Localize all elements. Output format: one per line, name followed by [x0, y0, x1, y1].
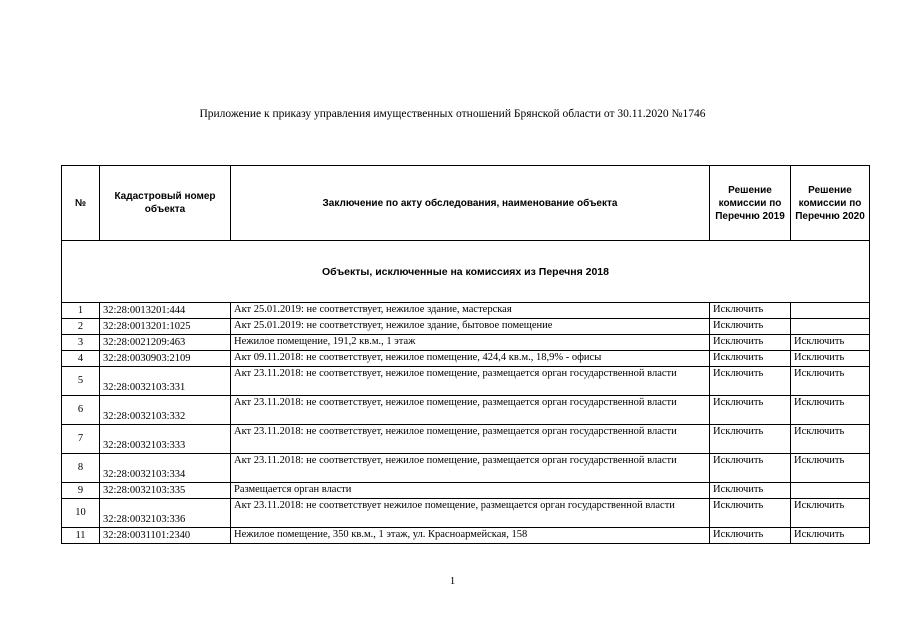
- page-number: 1: [449, 575, 456, 587]
- header-num: №: [62, 166, 100, 241]
- table-row: [62, 335, 870, 351]
- decision-2020: [791, 319, 870, 335]
- row-number: 6: [62, 396, 100, 425]
- decision-2019: Исключить: [710, 454, 791, 483]
- conclusion-text: Акт 25.01.2019: не соответствует, нежилое здание, бытовое помещение: [231, 319, 710, 335]
- decision-2019: Исключить: [710, 319, 791, 335]
- conclusion-text: Акт 09.11.2018: не соответствует, нежилое помещение, 424,4 кв.м., 18,9% - офисы: [231, 351, 710, 367]
- row-number: 1: [62, 303, 100, 319]
- row-number: 9: [62, 483, 100, 499]
- section-title: Объекты, исключенные на комиссиях из Перечня 2018: [62, 241, 870, 303]
- decision-2020: [791, 303, 870, 319]
- conclusion-text: Нежилое помещение, 191,2 кв.м., 1 этаж: [231, 335, 710, 351]
- row-number: 7: [62, 425, 100, 454]
- conclusion-text: Акт 23.11.2018: не соответствует, нежилое помещение, размещается орган государственной власти: [231, 454, 710, 483]
- header-decision-2020: Решение комиссии по Перечню 2020: [791, 166, 870, 241]
- decision-2020: Исключить: [791, 335, 870, 351]
- cadastral-number: 32:28:0030903:2109: [100, 351, 231, 367]
- cadastral-number: 32:28:0031101:2340: [100, 528, 231, 544]
- conclusion-text: Нежилое помещение, 350 кв.м., 1 этаж, ул. Красноармейская, 158: [231, 528, 710, 544]
- row-number: 2: [62, 319, 100, 335]
- decision-2020: Исключить: [791, 528, 870, 544]
- decision-2019: Исключить: [710, 351, 791, 367]
- row-number: 10: [62, 499, 100, 528]
- row-number: 3: [62, 335, 100, 351]
- cadastral-number: 32:28:0032103:334: [100, 454, 231, 483]
- conclusion-text: Размещается орган власти: [231, 483, 710, 499]
- cadastral-number: 32:28:0032103:332: [100, 396, 231, 425]
- header-decision-2019: Решение комиссии по Перечню 2019: [710, 166, 791, 241]
- cadastral-number: 32:28:0032103:336: [100, 499, 231, 528]
- table-row: [62, 367, 870, 396]
- objects-table: [61, 165, 870, 544]
- table-row: [62, 483, 870, 499]
- cadastral-number: 32:28:0032103:331: [100, 367, 231, 396]
- conclusion-text: Акт 23.11.2018: не соответствует, нежилое помещение, размещается орган государственной власти: [231, 367, 710, 396]
- section-row: [62, 241, 870, 303]
- conclusion-text: Акт 23.11.2018: не соответствует, нежилое помещение, размещается орган государственной власти: [231, 396, 710, 425]
- table-row: [62, 396, 870, 425]
- decision-2020: Исключить: [791, 351, 870, 367]
- decision-2019: Исключить: [710, 303, 791, 319]
- conclusion-text: Акт 23.11.2018: не соответствует нежилое помещение, размещается орган государственной власти: [231, 499, 710, 528]
- header-cadastral: Кадастровый номер объекта: [100, 166, 231, 241]
- table-header-row: [62, 166, 870, 241]
- table-row: [62, 425, 870, 454]
- decision-2020: Исключить: [791, 425, 870, 454]
- conclusion-text: Акт 23.11.2018: не соответствует, нежилое помещение, размещается орган государственной власти: [231, 425, 710, 454]
- decision-2019: Исключить: [710, 335, 791, 351]
- row-number: 11: [62, 528, 100, 544]
- document-title: Приложение к приказу управления имущественных отношений Брянской области от 30.11.2020 №1746: [199, 108, 706, 120]
- decision-2019: Исключить: [710, 425, 791, 454]
- decision-2020: Исключить: [791, 499, 870, 528]
- row-number: 4: [62, 351, 100, 367]
- decision-2019: Исключить: [710, 367, 791, 396]
- cadastral-number: 32:28:0013201:444: [100, 303, 231, 319]
- table-row: [62, 351, 870, 367]
- cadastral-number: 32:28:0013201:1025: [100, 319, 231, 335]
- table-row: [62, 499, 870, 528]
- decision-2019: Исключить: [710, 499, 791, 528]
- table-row: [62, 528, 870, 544]
- cadastral-number: 32:28:0021209:463: [100, 335, 231, 351]
- table-row: [62, 303, 870, 319]
- cadastral-number: 32:28:0032103:335: [100, 483, 231, 499]
- decision-2019: Исключить: [710, 528, 791, 544]
- decision-2019: Исключить: [710, 483, 791, 499]
- row-number: 8: [62, 454, 100, 483]
- decision-2020: [791, 483, 870, 499]
- header-conclusion: Заключение по акту обследования, наименование объекта: [231, 166, 710, 241]
- row-number: 5: [62, 367, 100, 396]
- cadastral-number: 32:28:0032103:333: [100, 425, 231, 454]
- conclusion-text: Акт 25.01.2019: не соответствует, нежилое здание, мастерская: [231, 303, 710, 319]
- table-row: [62, 319, 870, 335]
- table-row: [62, 454, 870, 483]
- decision-2020: Исключить: [791, 396, 870, 425]
- decision-2019: Исключить: [710, 396, 791, 425]
- decision-2020: Исключить: [791, 367, 870, 396]
- decision-2020: Исключить: [791, 454, 870, 483]
